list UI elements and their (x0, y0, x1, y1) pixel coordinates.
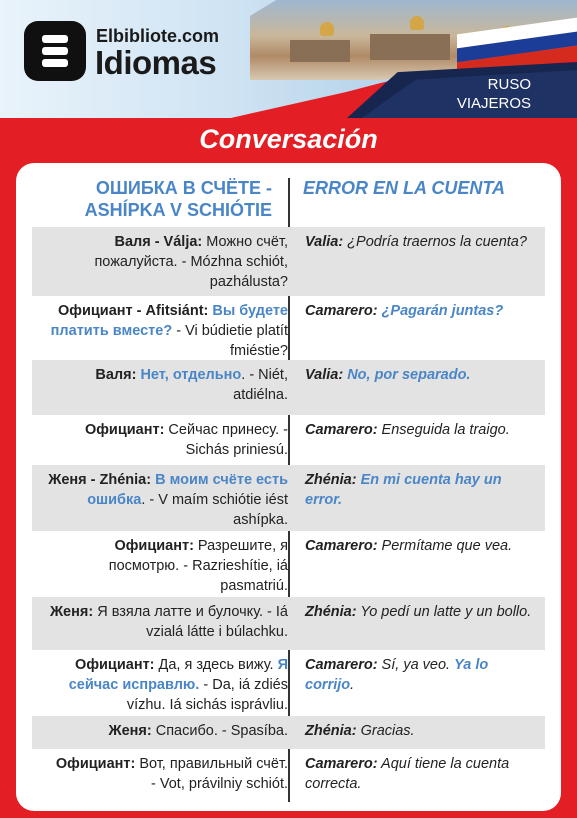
speaker-name: Camarero: (305, 538, 378, 554)
highlighted-phrase: ¿Pagarán juntas? (381, 303, 504, 319)
dialogue-text: Спасибо. - Spasíba. (151, 723, 288, 739)
dialogue-text: . - V maím schiótie iést ashípka. (141, 492, 288, 528)
dialogue-text: Вот, правильный счёт. - Vot, právilniy schiót. (135, 756, 288, 792)
russian-line (48, 420, 288, 460)
spanish-line (305, 301, 535, 321)
russian-line (48, 232, 288, 292)
audience-tag: VIAJEROS (456, 95, 531, 112)
highlighted-phrase: No, por separado. (347, 367, 471, 383)
speaker-name: Женя: (49, 604, 94, 620)
speaker-name: Официант: (55, 756, 136, 772)
dialogue-text: . - Niét, atdiélna. (233, 367, 288, 403)
dialogue-text: Разрешите, я посмотрю. - Razrieshítie, iá pasmatriú. (108, 538, 288, 594)
speaker-name: Camarero: (305, 657, 378, 673)
spanish-line (305, 721, 535, 741)
dialogue-row (32, 296, 545, 360)
dialogue-text: Сейчас принесу. - Sichás priniesú. (164, 422, 288, 458)
dialogue-text: Я взяла латте и булочку. - Iá vzialá látte i búlachku. (93, 604, 288, 640)
speaker-name: Официант - Afitsiánt: (58, 303, 209, 319)
dialogue-row (32, 531, 545, 597)
spanish-line (305, 754, 535, 794)
russian-line (48, 536, 288, 596)
spanish-line (305, 232, 535, 252)
dialogue-row (32, 465, 545, 531)
dialogue-row (32, 227, 545, 296)
dialogue-text: Да, я здесь вижу. (154, 657, 278, 673)
dialogue-text: Sí, ya veo. (377, 657, 455, 673)
site-name: Elbibliote.com (96, 26, 220, 46)
russian-line (48, 754, 288, 794)
speaker-name: Женя: (108, 723, 152, 739)
brand-name: Idiomas (95, 44, 217, 81)
dialogue-row (32, 650, 545, 716)
highlighted-phrase: Ya lo corrijo (305, 657, 489, 693)
spanish-line (305, 602, 535, 622)
russian-line (48, 365, 288, 405)
spanish-line (305, 420, 535, 440)
dialogue-row (32, 716, 545, 749)
speaker-name: Zhénia: (305, 472, 357, 488)
russian-line (48, 721, 288, 741)
speaker-name: Официант: (84, 422, 165, 438)
highlighted-phrase: Нет, отдельно (140, 367, 242, 383)
speaker-name: Zhénia: (305, 723, 357, 739)
logo-tail (70, 64, 84, 80)
speaker-name: Valia: (305, 234, 344, 250)
speaker-name: Женя - Zhénia: (48, 472, 152, 488)
speaker-name: Camarero: (305, 303, 378, 319)
page-title: Conversación (199, 124, 378, 154)
dialogue-text: Gracias. (356, 723, 415, 739)
dialogue-row (32, 415, 545, 470)
spanish-line (305, 470, 535, 510)
column-header-spanish: ERROR EN LA CUENTA (303, 178, 505, 198)
russian-line (48, 470, 288, 530)
highlighted-phrase: Я сейчас исправлю. (68, 657, 288, 693)
dialogue-row (32, 597, 545, 650)
header-banner (0, 0, 577, 118)
speaker-name: Zhénia: (305, 604, 357, 620)
highlighted-phrase: В моим счёте есть ошибка (87, 472, 288, 508)
speaker-name: Valia: (305, 367, 344, 383)
dialogue-text: - Da, iá zdiés vízhu. Iá sichás isprávliu. (126, 677, 288, 713)
speaker-name: Валя: (95, 367, 137, 383)
dialogue-text: ¿Podría traernos la cuenta? (343, 234, 527, 250)
spanish-line (305, 365, 535, 385)
column-header-russian: ОШИБКА В СЧЁТЕ - ASHÍPKA V SCHIÓTIE (84, 178, 272, 220)
spanish-line (305, 655, 535, 695)
speaker-name: Официант: (75, 657, 155, 673)
dialogue-text: Aquí tiene la cuenta correcta. (305, 756, 510, 792)
speaker-name: Официант: (114, 538, 194, 554)
speaker-name: Camarero: (305, 422, 378, 438)
dialogue-text: Yo pedí un latte y un bollo. (356, 604, 532, 620)
dialogue-text: - Vi búdietie platít fmiéstie? (172, 323, 288, 359)
russian-line (48, 301, 288, 361)
language-tag: RUSO (487, 76, 531, 93)
spanish-line (305, 536, 535, 556)
russian-line (48, 602, 288, 642)
dialogue-row (32, 749, 545, 804)
speaker-name: Camarero: (305, 756, 378, 772)
dialogue-text: . (350, 677, 355, 693)
dialogue-row (32, 360, 545, 415)
dialogue-text: Можно счёт, пожалуйста. - Mózhna schiót, pazhálusta? (94, 234, 288, 290)
dialogue-text: Permítame que vea. (377, 538, 513, 554)
speaker-name: Валя - Válja: (114, 234, 203, 250)
highlighted-phrase: En mi cuenta hay un error. (305, 472, 502, 508)
russian-line (48, 655, 288, 715)
highlighted-phrase: Вы будете платить вместе? (50, 303, 288, 339)
dialogue-text: Enseguida la traigo. (377, 422, 510, 438)
